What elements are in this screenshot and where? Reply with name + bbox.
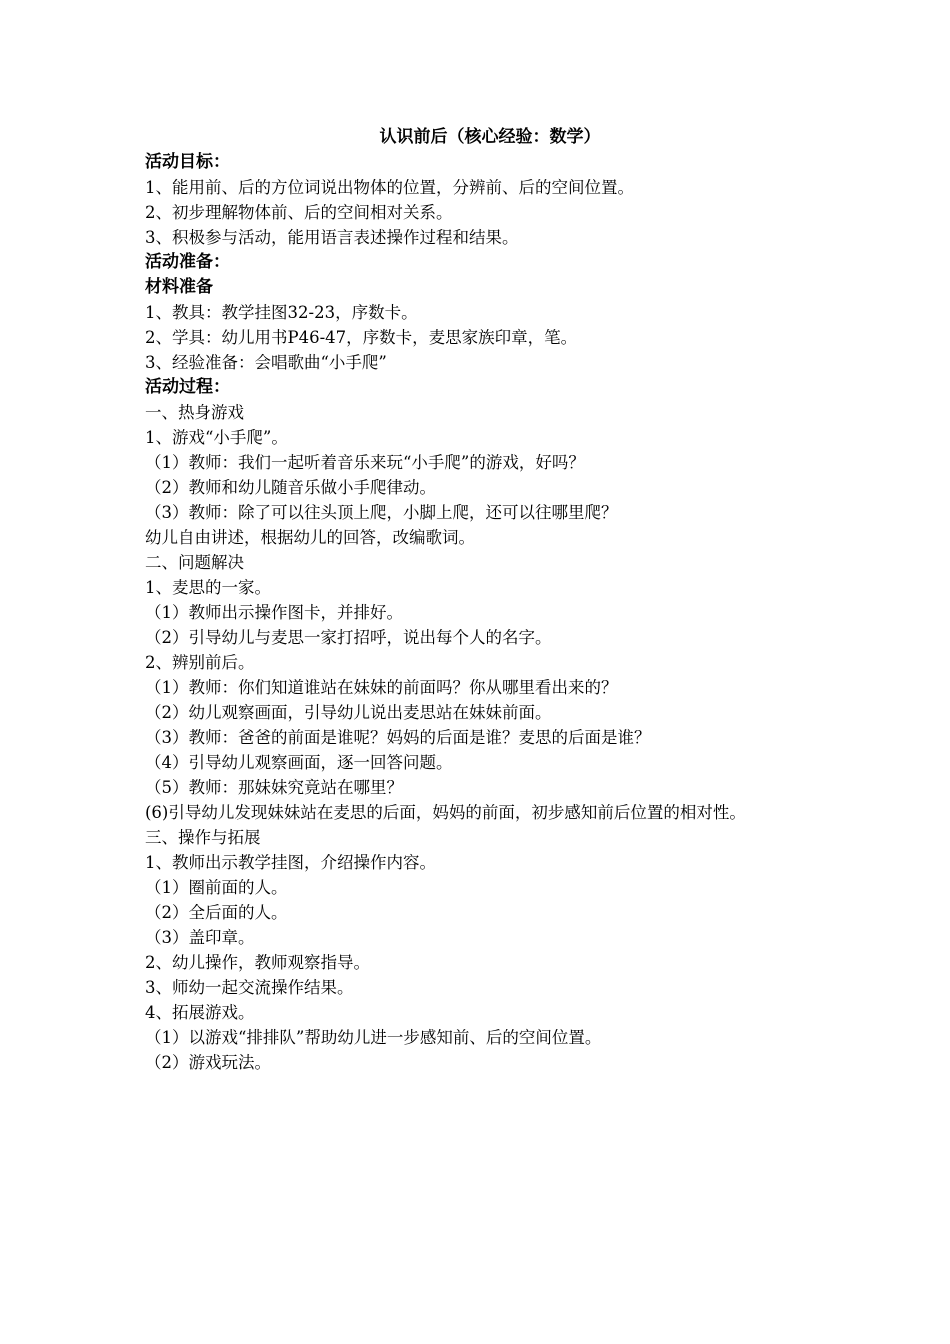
material-item: 1、教具：教学挂图32-23，序数卡。	[145, 303, 418, 322]
materials-heading: 材料准备	[145, 277, 213, 297]
document-body	[145, 125, 825, 1075]
process-line: (6)引导幼儿发现妹妹站在麦思的后面，妈妈的前面，初步感知前后位置的相对性。	[145, 803, 746, 822]
process-line: （2）游戏玩法。	[145, 1053, 271, 1072]
goal-item: 1、能用前、后的方位词说出物体的位置，分辨前、后的空间位置。	[145, 178, 634, 197]
process-line: （2）教师和幼儿随音乐做小手爬律动。	[145, 478, 436, 497]
process-line: 2、幼儿操作，教师观察指导。	[145, 953, 370, 972]
materials-list	[145, 300, 825, 375]
process-line: 一、热身游戏	[145, 403, 244, 422]
process-line: （1）圈前面的人。	[145, 878, 288, 897]
process-line: （3）教师：除了可以往头顶上爬，小脚上爬，还可以往哪里爬？	[145, 503, 618, 522]
document-title: 认识前后（核心经验：数学）	[379, 127, 601, 147]
goal-item: 2、初步理解物体前、后的空间相对关系。	[145, 203, 453, 222]
process-line: （1）以游戏“排排队”帮助幼儿进一步感知前、后的空间位置。	[145, 1028, 602, 1047]
process-line: 幼儿自由讲述，根据幼儿的回答，改编歌词。	[145, 528, 475, 547]
goals-heading: 活动目标：	[145, 152, 230, 172]
process-line: （1）教师：我们一起听着音乐来玩“小手爬”的游戏，好吗？	[145, 453, 585, 472]
goal-item: 3、积极参与活动，能用语言表述操作过程和结果。	[145, 228, 519, 247]
process-line: 3、师幼一起交流操作结果。	[145, 978, 354, 997]
process-line: （4）引导幼儿观察画面，逐一回答问题。	[145, 753, 453, 772]
process-line: （1）教师出示操作图卡，并排好。	[145, 603, 403, 622]
process-line: （2）幼儿观察画面，引导幼儿说出麦思站在妹妹前面。	[145, 703, 552, 722]
process-line: 1、教师出示教学挂图，介绍操作内容。	[145, 853, 436, 872]
process-line: 2、辨别前后。	[145, 653, 255, 672]
goals-list	[145, 175, 825, 250]
prep-heading: 活动准备：	[145, 252, 230, 272]
process-line: （1）教师：你们知道谁站在妹妹的前面吗？你从哪里看出来的？	[145, 678, 618, 697]
process-line: 三、操作与拓展	[145, 828, 261, 847]
process-line: （2）全后面的人。	[145, 903, 288, 922]
process-line: 4、拓展游戏。	[145, 1003, 255, 1022]
material-item: 2、学具：幼儿用书P46-47，序数卡，麦思家族印章，笔。	[145, 328, 578, 347]
process-line: 二、问题解决	[145, 553, 244, 572]
process-list	[145, 400, 825, 1075]
process-line: （3）盖印章。	[145, 928, 255, 947]
process-heading: 活动过程：	[145, 377, 230, 397]
material-item: 3、经验准备：会唱歌曲“小手爬”	[145, 353, 387, 372]
process-line: （5）教师：那妹妹究竟站在哪里？	[145, 778, 403, 797]
process-line: 1、麦思的一家。	[145, 578, 271, 597]
process-line: （2）引导幼儿与麦思一家打招呼，说出每个人的名字。	[145, 628, 552, 647]
process-line: （3）教师：爸爸的前面是谁呢？妈妈的后面是谁？麦思的后面是谁？	[145, 728, 651, 747]
process-line: 1、游戏“小手爬”。	[145, 428, 288, 447]
